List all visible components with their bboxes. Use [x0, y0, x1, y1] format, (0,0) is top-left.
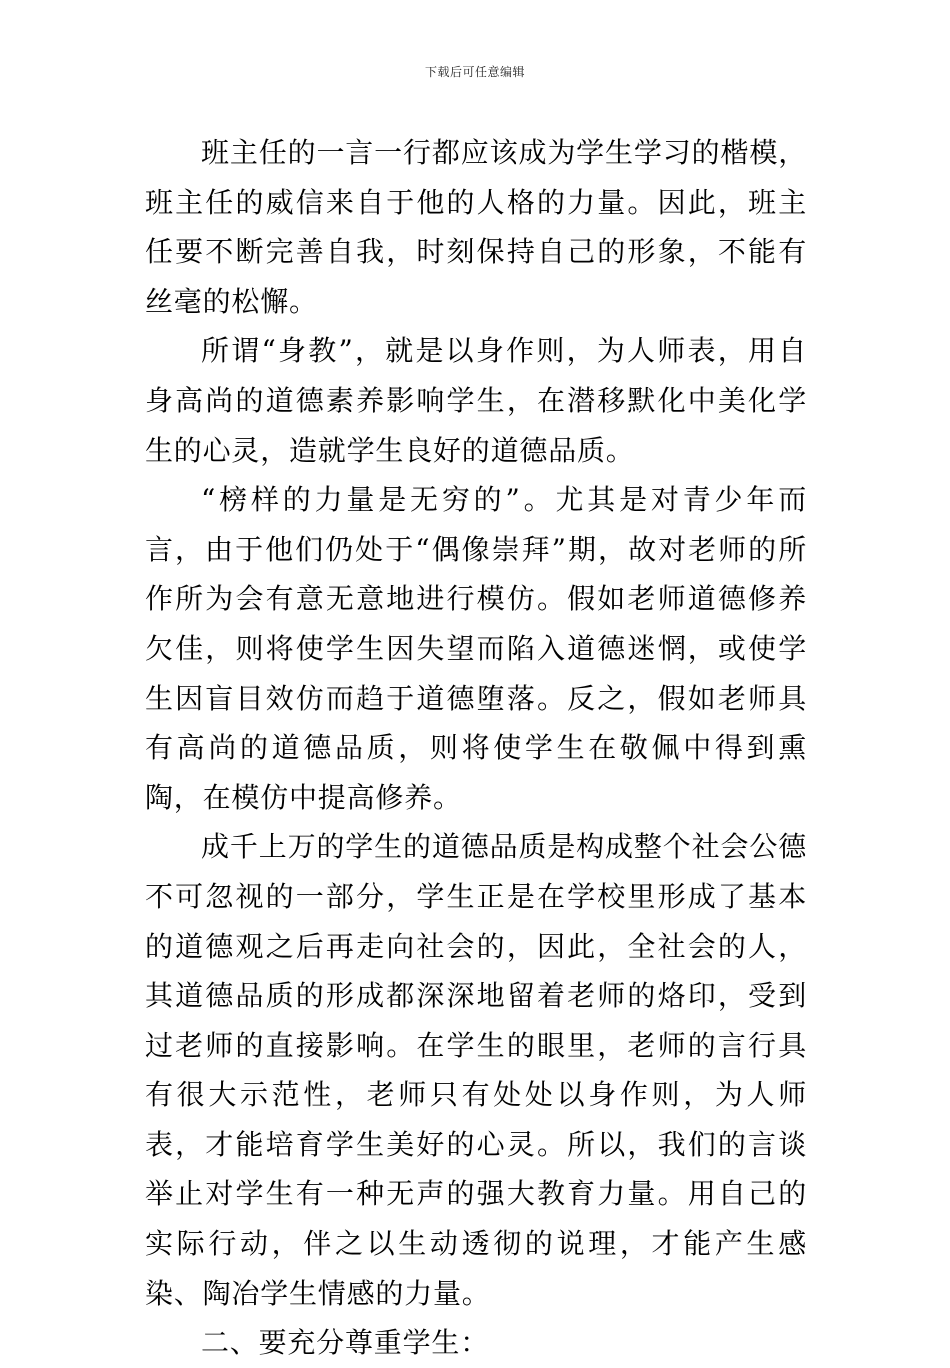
- document-body: [145, 128, 807, 1368]
- paragraph-power-of-example: “榜样的力量是无穷的”。尤其是对青少年而言，由于他们仍处于“偶像崇拜”期，故对老师的所作所为会有意无意地进行模仿。假如老师道德修养欠佳，则将使学生因失望而陷入道德迷惘，或使学生因盲目效仿而趋于道德堕落。反之，假如老师具有高尚的道德品质，则将使学生在敬佩中得到熏陶，在模仿中提高修养。: [145, 483, 807, 814]
- page-header: 下载后可任意编辑: [424, 65, 525, 79]
- paragraph-teaching-by-example: 所谓“身教”，就是以身作则，为人师表，用自身高尚的道德素养影响学生，在潜移默化中美化学生的心灵，造就学生良好的道德品质。: [145, 334, 807, 467]
- paragraph-social-morality: 成千上万的学生的道德品质是构成整个社会公德不可忽视的一部分，学生正是在学校里形成了基本的道德观之后再走向社会的，因此，全社会的人，其道德品质的形成都深深地留着老师的烙印，受到过老师的直接影响。在学生的眼里，老师的言行具有很大示范性，老师只有处处以身作则，为人师表，才能培育学生美好的心灵。所以，我们的言谈举止对学生有一种无声的强大教育力量。用自己的实际行动，伴之以生动透彻的说理，才能产生感染、陶冶学生情感的力量。: [145, 830, 807, 1310]
- paragraph-role-model: 班主任的一言一行都应该成为学生学习的楷模，班主任的威信来自于他的人格的力量。因此，班主任要不断完善自我，时刻保持自己的形象，不能有丝毫的松懈。: [145, 136, 807, 318]
- section-heading: 二、要充分尊重学生：: [201, 1326, 490, 1360]
